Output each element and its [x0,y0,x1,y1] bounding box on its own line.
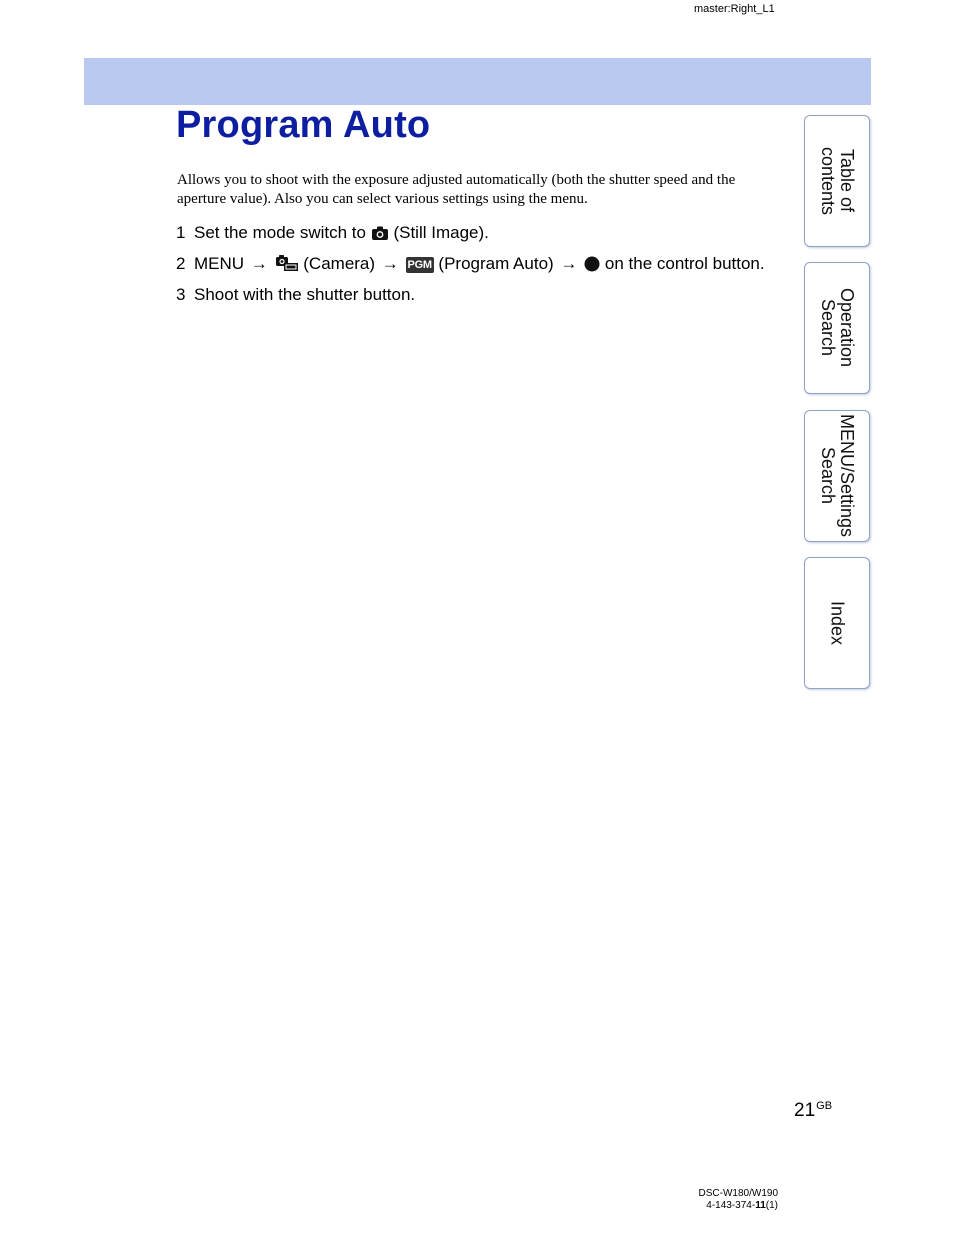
camera-icon [371,224,389,248]
steps-list [176,221,766,311]
master-label: master:Right_L1 [694,3,775,15]
code-prefix: 4-143-374- [706,1200,756,1211]
step-1 [176,221,766,248]
step-2 [176,252,766,279]
tab-table-of-contents[interactable] [804,115,870,247]
code-bold: 11 [755,1200,766,1211]
step-number: 2 [176,254,186,273]
arrow-icon: → [560,254,578,273]
menu-label: MENU [194,254,245,273]
tab-label: Index [827,600,848,646]
control-label: on the control button. [604,254,765,273]
model-number: DSC-W180/W190 [698,1188,778,1199]
document-code [690,1200,778,1212]
tab-label: MENU/Settings Search [818,414,857,538]
page-suffix: GB [816,1100,833,1112]
tab-operation-search[interactable] [804,262,870,394]
tab-index[interactable] [804,557,870,689]
intro-paragraph: Allows you to shoot with the exposure adjusted automatically (both the shutter speed and the aperture value). Also you can select various settings using the menu. [177,172,736,207]
step-3 [176,283,766,307]
footer-code [690,1188,778,1212]
step-number: 3 [176,285,186,304]
page-title: Program Auto [176,104,431,146]
step-text: (Still Image). [393,223,489,242]
pgm-label: (Program Auto) [438,254,554,273]
step-text: Set the mode switch to [194,223,366,242]
arrow-icon: → [250,254,268,273]
page-number-value: 21 [794,1100,816,1121]
header-band [84,58,871,105]
camera-label: (Camera) [303,254,376,273]
step-text: Shoot with the shutter button. [194,285,416,304]
pgm-icon: PGM [407,259,432,271]
filled-circle-icon [584,255,600,279]
step-number: 1 [176,223,186,242]
camera-auto-icon [275,254,299,279]
tab-label: Operation Search [818,288,857,368]
page-number [794,1100,832,1122]
tab-label: Table of contents [818,146,857,216]
code-suffix: (1) [765,1200,778,1211]
arrow-icon: → [381,254,399,273]
tab-menu-settings-search[interactable] [804,410,870,542]
